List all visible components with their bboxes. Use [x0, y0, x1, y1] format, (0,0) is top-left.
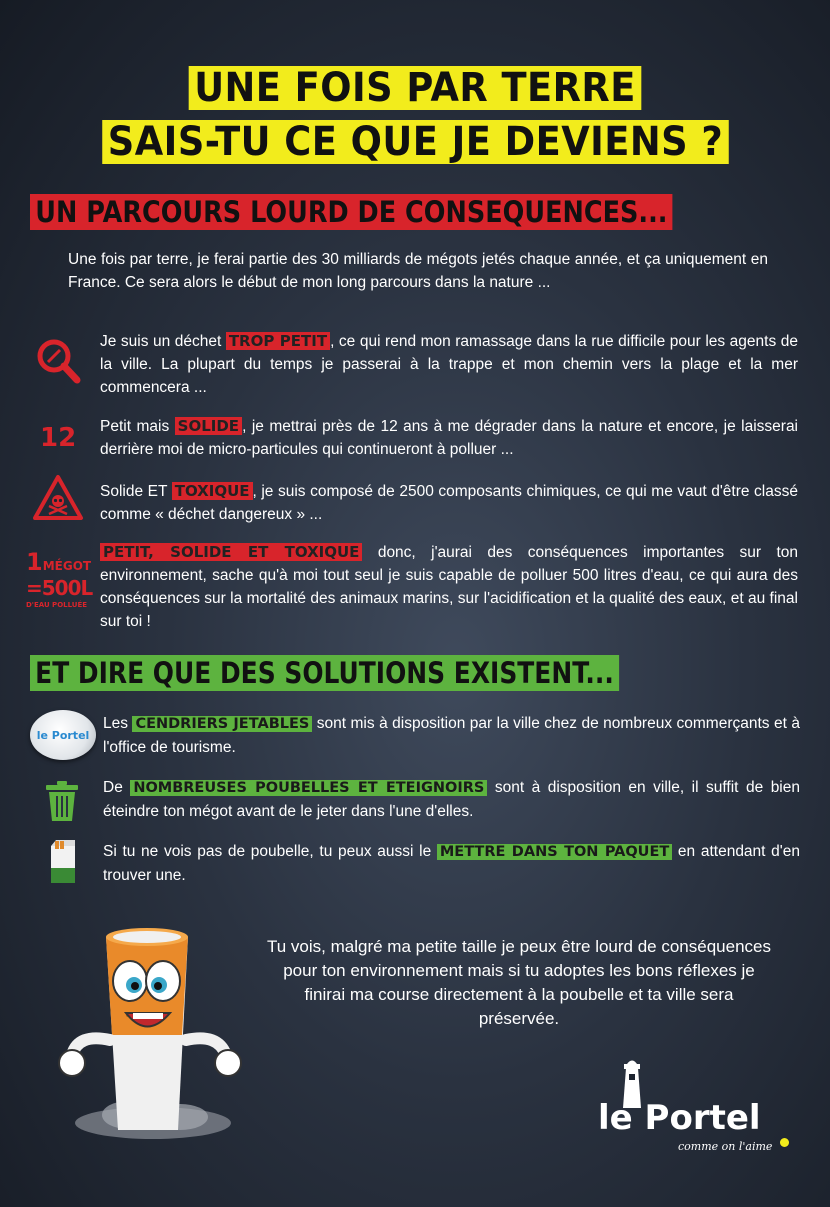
item-combined: PETIT, SOLIDE ET TOXIQUE donc, j'aurai des conséquences importantes sur ton environnement, sache qu'à moi tout seul je suis capable de polluer 500 litres d'eau, ce qui aura des conséquences sur la mortalité des animaux marins, sur l'acidification et la qualité des eaux, et au final sur toi !: [100, 543, 798, 630]
cigarette-pack-icon: [50, 838, 76, 884]
megot-pollution-icon: 1MÉGOT =500L D'EAU POLLUÉE: [26, 548, 93, 609]
highlight-solid: SOLIDE: [175, 417, 242, 435]
solution-ashtrays: Les CENDRIERS JETABLES sont mis à disposition par la ville chez de nombreux commerçants et à l'office de tourisme.: [103, 715, 800, 756]
item-toxic: Solide ET TOXIQUE , je suis composé de 2500 composants chimiques, ce qui me vaut d'être classé comme « déchet dangereux » ...: [100, 482, 798, 523]
highlight-pack: METTRE DANS TON PAQUET: [437, 844, 672, 860]
highlight-bins: NOMBREUSES POUBELLES ET ETEIGNOIRS: [130, 780, 487, 796]
le-portel-logo: [598, 1058, 798, 1162]
closing-text: Tu vois, malgré ma petite taille je peux être lourd de conséquences pour ton environnement mais si tu adoptes les bons réflexes je finirai ma course directement à la poubelle et ta ville sera préservée.: [267, 937, 771, 1028]
pocket-ashtray-icon: le Portel: [30, 710, 96, 760]
solution-pack: Si tu ne vois pas de poubelle, tu peux aussi le METTRE DANS TON PAQUET en attendant d'en trouver une.: [103, 843, 800, 884]
highlight-too-small: TROP PETIT: [226, 332, 330, 350]
item-too-small: Je suis un déchet TROP PETIT , ce qui rend mon ramassage dans la rue difficile pour les agents de la ville. La plupart du temps je passerai à la trappe et mon chemin vers la plage et la mer commencera ...: [100, 332, 798, 396]
title-line-2: SAIS-TU CE QUE JE DEVIENS ?: [102, 120, 728, 164]
toxic-warning-icon: [32, 474, 84, 522]
highlight-toxic: TOXIQUE: [172, 482, 253, 500]
item-solid: Petit mais SOLIDE , je mettrai près de 12 ans à me dégrader dans la nature et encore, je laisserai derrière moi de micro-particules qui continueront à polluer ...: [100, 417, 799, 458]
logo-dot-icon: [780, 1138, 789, 1147]
title-line-1: UNE FOIS PAR TERRE: [189, 66, 642, 110]
intro-text: Une fois par terre, je ferai partie des 30 milliards de mégots jetés chaque année, et ça uniquement en France. Ce sera alors le début de mon long parcours dans la nature ...: [68, 251, 768, 291]
cigarette-mascot-image: [58, 915, 248, 1145]
trash-bin-icon: [44, 780, 80, 822]
twelve-years-icon: 12: [40, 423, 77, 453]
highlight-combined: PETIT, SOLIDE ET TOXIQUE: [100, 543, 362, 561]
section-solutions-heading: ET DIRE QUE DES SOLUTIONS EXISTENT...: [30, 655, 619, 691]
section-consequences-heading: UN PARCOURS LOURD DE CONSEQUENCES...: [30, 194, 673, 230]
highlight-ashtrays: CENDRIERS JETABLES: [132, 716, 312, 732]
logo-tagline: comme on l'aime: [678, 1140, 773, 1153]
title: [0, 66, 830, 110]
logo-name: le Portel: [598, 1098, 761, 1138]
magnifier-icon: [34, 336, 82, 386]
solution-bins: De NOMBREUSES POUBELLES ET ETEIGNOIRS sont à disposition en ville, il suffit de bien éteindre ton mégot avant de le jeter dans l'une d'elles.: [103, 779, 800, 820]
